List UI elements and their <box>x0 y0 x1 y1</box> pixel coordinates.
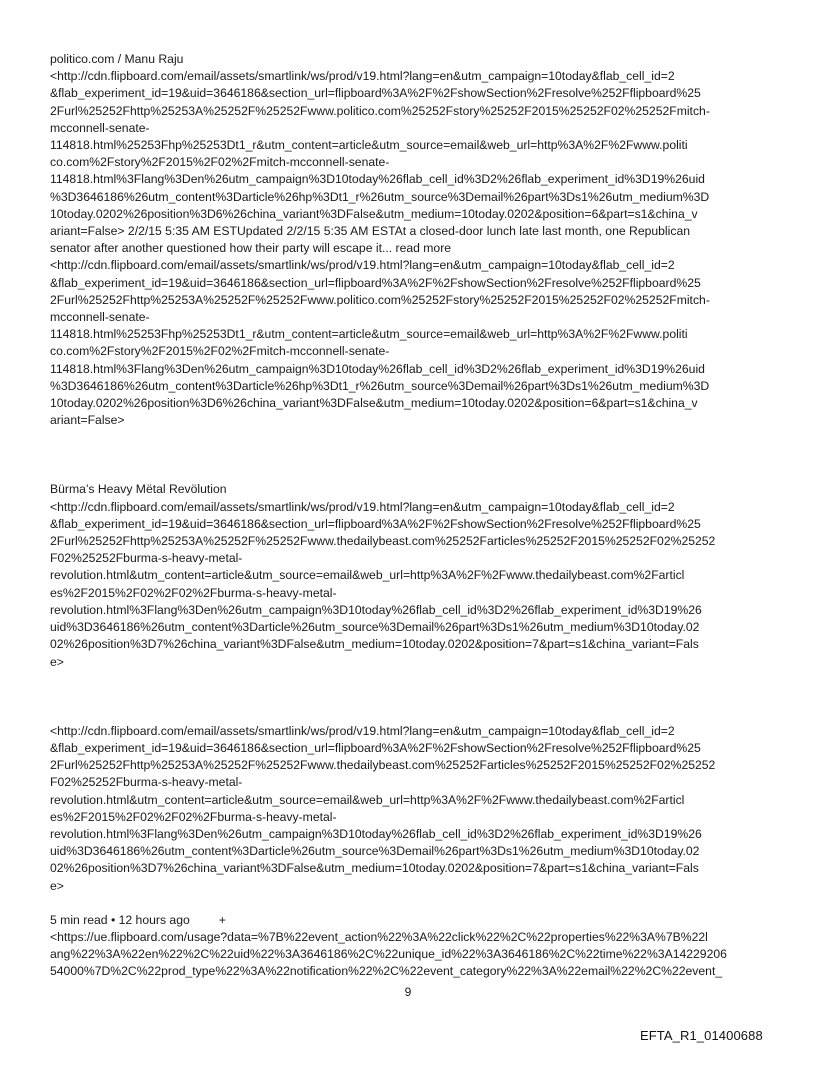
url-line[interactable]: revolution.html%3Flang%3Den%26utm_campaign%3D10today%26flab_cell_id%3D2%26flab_experiment_id%3D19%26 <box>50 826 702 841</box>
url-line[interactable]: 2Furl%25252Fhttp%25253A%25252F%25252Fwww.politico.com%25252Fstory%25252F2015%25252F02%25252Fmitch- <box>50 103 710 118</box>
read-more-url-line[interactable]: 114818.html%25253Fhp%25253Dt1_r&utm_content=article&utm_source=email&web_url=http%3A%2F%2Fwww.politi <box>50 327 688 342</box>
article-title: Bürma’s Heavy Mëtal Revölution <box>50 482 227 497</box>
url-line[interactable]: co.com%2Fstory%2F2015%2F02%2Fmitch-mcconnell-senate- <box>50 155 390 170</box>
url-line[interactable]: 10today.0202%26position%3D6%26china_variant%3DFalse&utm_medium=10today.0202&position=6&part=s1&china_v <box>50 206 698 221</box>
usage-url-line[interactable]: <https://ue.flipboard.com/usage?data=%7B%22event_action%22%3A%22click%22%2C%22properties%22%3A%7B%22l <box>50 929 708 944</box>
url-line[interactable]: F02%25252Fburma-s-heavy-metal- <box>50 551 243 566</box>
read-more-url-line[interactable]: 10today.0202%26position%3D6%26china_variant%3DFalse&utm_medium=10today.0202&position=6&part=s1&china_v <box>50 396 698 411</box>
article-burma-repeat-link <box>50 723 774 895</box>
url-line[interactable]: <http://cdn.flipboard.com/email/assets/smartlink/ws/prod/v19.html?lang=en&utm_campaign=10today&flab_cell_id=2 <box>50 499 675 514</box>
spacer <box>50 895 774 912</box>
article-politico <box>50 51 774 429</box>
url-line[interactable]: es%2F2015%2F02%2F02%2Fburma-s-heavy-metal- <box>50 585 337 600</box>
url-line[interactable]: 02%26position%3D7%26china_variant%3DFalse&utm_medium=10today.0202&position=7&part=s1&china_variant=Fals <box>50 637 699 652</box>
read-more-url-line[interactable]: &flab_experiment_id=19&uid=3646186&section_url=flipboard%3A%2F%2FshowSection%2Fresolve%252Fflipboard%25 <box>50 275 701 290</box>
read-more-url-line[interactable]: %3D3646186%26utm_content%3Darticle%26hp%3Dt1_r%26utm_source%3Demail%26part%3Ds1%26utm_medium%3D <box>50 378 710 393</box>
url-line[interactable]: uid%3D3646186%26utm_content%3Darticle%26utm_source%3Demail%26part%3Ds1%26utm_medium%3D10today.02 <box>50 620 700 635</box>
url-line[interactable]: revolution.html&utm_content=article&utm_source=email&web_url=http%3A%2F%2Fwww.thedailybeast.com%2Farticl <box>50 568 685 583</box>
read-more-url-line[interactable]: 2Furl%25252Fhttp%25253A%25252F%25252Fwww.politico.com%25252Fstory%25252F2015%25252F02%25252Fmitch- <box>50 292 710 307</box>
article-burma <box>50 481 774 670</box>
url-line[interactable]: 114818.html%25253Fhp%25253Dt1_r&utm_content=article&utm_source=email&web_url=http%3A%2F%2Fwww.politi <box>50 138 688 153</box>
url-line[interactable]: <http://cdn.flipboard.com/email/assets/smartlink/ws/prod/v19.html?lang=en&utm_campaign=10today&flab_cell_id=2 <box>50 69 675 84</box>
spacer <box>50 671 774 723</box>
document-page <box>50 51 774 981</box>
read-more-url-line[interactable]: mcconnell-senate- <box>50 310 150 325</box>
read-more-url-line[interactable]: 114818.html%3Flang%3Den%26utm_campaign%3D10today%26flab_cell_id%3D2%26flab_experiment_id%3D19%26uid <box>50 361 705 376</box>
article-summary-line: senator after another questioned how their party will escape it... read more <box>50 241 452 256</box>
url-line[interactable]: 114818.html%3Flang%3Den%26utm_campaign%3D10today%26flab_cell_id%3D2%26flab_experiment_id%3D19%26uid <box>50 172 705 187</box>
url-line[interactable]: &flab_experiment_id=19&uid=3646186&section_url=flipboard%3A%2F%2FshowSection%2Fresolve%252Fflipboard%25 <box>50 86 701 101</box>
url-line[interactable]: %3D3646186%26utm_content%3Darticle%26hp%3Dt1_r%26utm_source%3Demail%26part%3Ds1%26utm_medium%3D <box>50 189 710 204</box>
read-more-url-line[interactable]: ariant=False> <box>50 413 125 428</box>
read-more-url-line[interactable]: <http://cdn.flipboard.com/email/assets/smartlink/ws/prod/v19.html?lang=en&utm_campaign=10today&flab_cell_id=2 <box>50 258 675 273</box>
article-source: politico.com / Manu Raju <box>50 52 184 66</box>
url-line[interactable]: e> <box>50 878 64 893</box>
url-line[interactable]: F02%25252Fburma-s-heavy-metal- <box>50 775 243 790</box>
read-meta-line <box>50 912 774 929</box>
page-number: 9 <box>404 985 412 999</box>
url-line[interactable]: &flab_experiment_id=19&uid=3646186&section_url=flipboard%3A%2F%2FshowSection%2Fresolve%252Fflipboard%25 <box>50 516 701 531</box>
url-line[interactable]: mcconnell-senate- <box>50 120 150 135</box>
url-line[interactable]: <http://cdn.flipboard.com/email/assets/smartlink/ws/prod/v19.html?lang=en&utm_campaign=10today&flab_cell_id=2 <box>50 723 675 738</box>
url-line[interactable]: e> <box>50 654 64 669</box>
plus-icon[interactable]: + <box>218 912 226 927</box>
document-id: EFTA_R1_01400688 <box>640 1028 763 1043</box>
url-line[interactable]: revolution.html%3Flang%3Den%26utm_campaign%3D10today%26flab_cell_id%3D2%26flab_experiment_id%3D19%26 <box>50 602 702 617</box>
article-summary-line: ariant=False> 2/2/15 5:35 AM ESTUpdated 2/2/15 5:35 AM ESTAt a closed-door lunch late last month, one Republican <box>50 224 691 239</box>
url-line[interactable]: es%2F2015%2F02%2F02%2Fburma-s-heavy-metal- <box>50 809 337 824</box>
url-line[interactable]: uid%3D3646186%26utm_content%3Darticle%26utm_source%3Demail%26part%3Ds1%26utm_medium%3D10today.02 <box>50 844 700 859</box>
read-more-url-line[interactable]: co.com%2Fstory%2F2015%2F02%2Fmitch-mcconnell-senate- <box>50 344 390 359</box>
usage-url-line[interactable]: 54000%7D%2C%22prod_type%22%3A%22notification%22%2C%22event_category%22%3A%22email%22%2C%22event_ <box>50 964 723 979</box>
url-line[interactable]: 2Furl%25252Fhttp%25253A%25252F%25252Fwww.thedailybeast.com%25252Farticles%25252F2015%25252F02%25252 <box>50 758 716 773</box>
usage-tracking-block <box>50 912 774 981</box>
spacer <box>50 429 774 481</box>
url-line[interactable]: 02%26position%3D7%26china_variant%3DFalse&utm_medium=10today.0202&position=7&part=s1&china_variant=Fals <box>50 861 699 876</box>
url-line[interactable]: &flab_experiment_id=19&uid=3646186&section_url=flipboard%3A%2F%2FshowSection%2Fresolve%252Fflipboard%25 <box>50 740 701 755</box>
usage-url-line[interactable]: ang%22%3A%22en%22%2C%22uid%22%3A3646186%2C%22unique_id%22%3A3646186%2C%22time%22%3A14229206 <box>50 947 727 962</box>
url-line[interactable]: 2Furl%25252Fhttp%25253A%25252F%25252Fwww.thedailybeast.com%25252Farticles%25252F2015%25252F02%25252 <box>50 534 716 549</box>
read-time-meta: 5 min read • 12 hours ago <box>50 912 190 927</box>
url-line[interactable]: revolution.html&utm_content=article&utm_source=email&web_url=http%3A%2F%2Fwww.thedailybeast.com%2Farticl <box>50 792 685 807</box>
